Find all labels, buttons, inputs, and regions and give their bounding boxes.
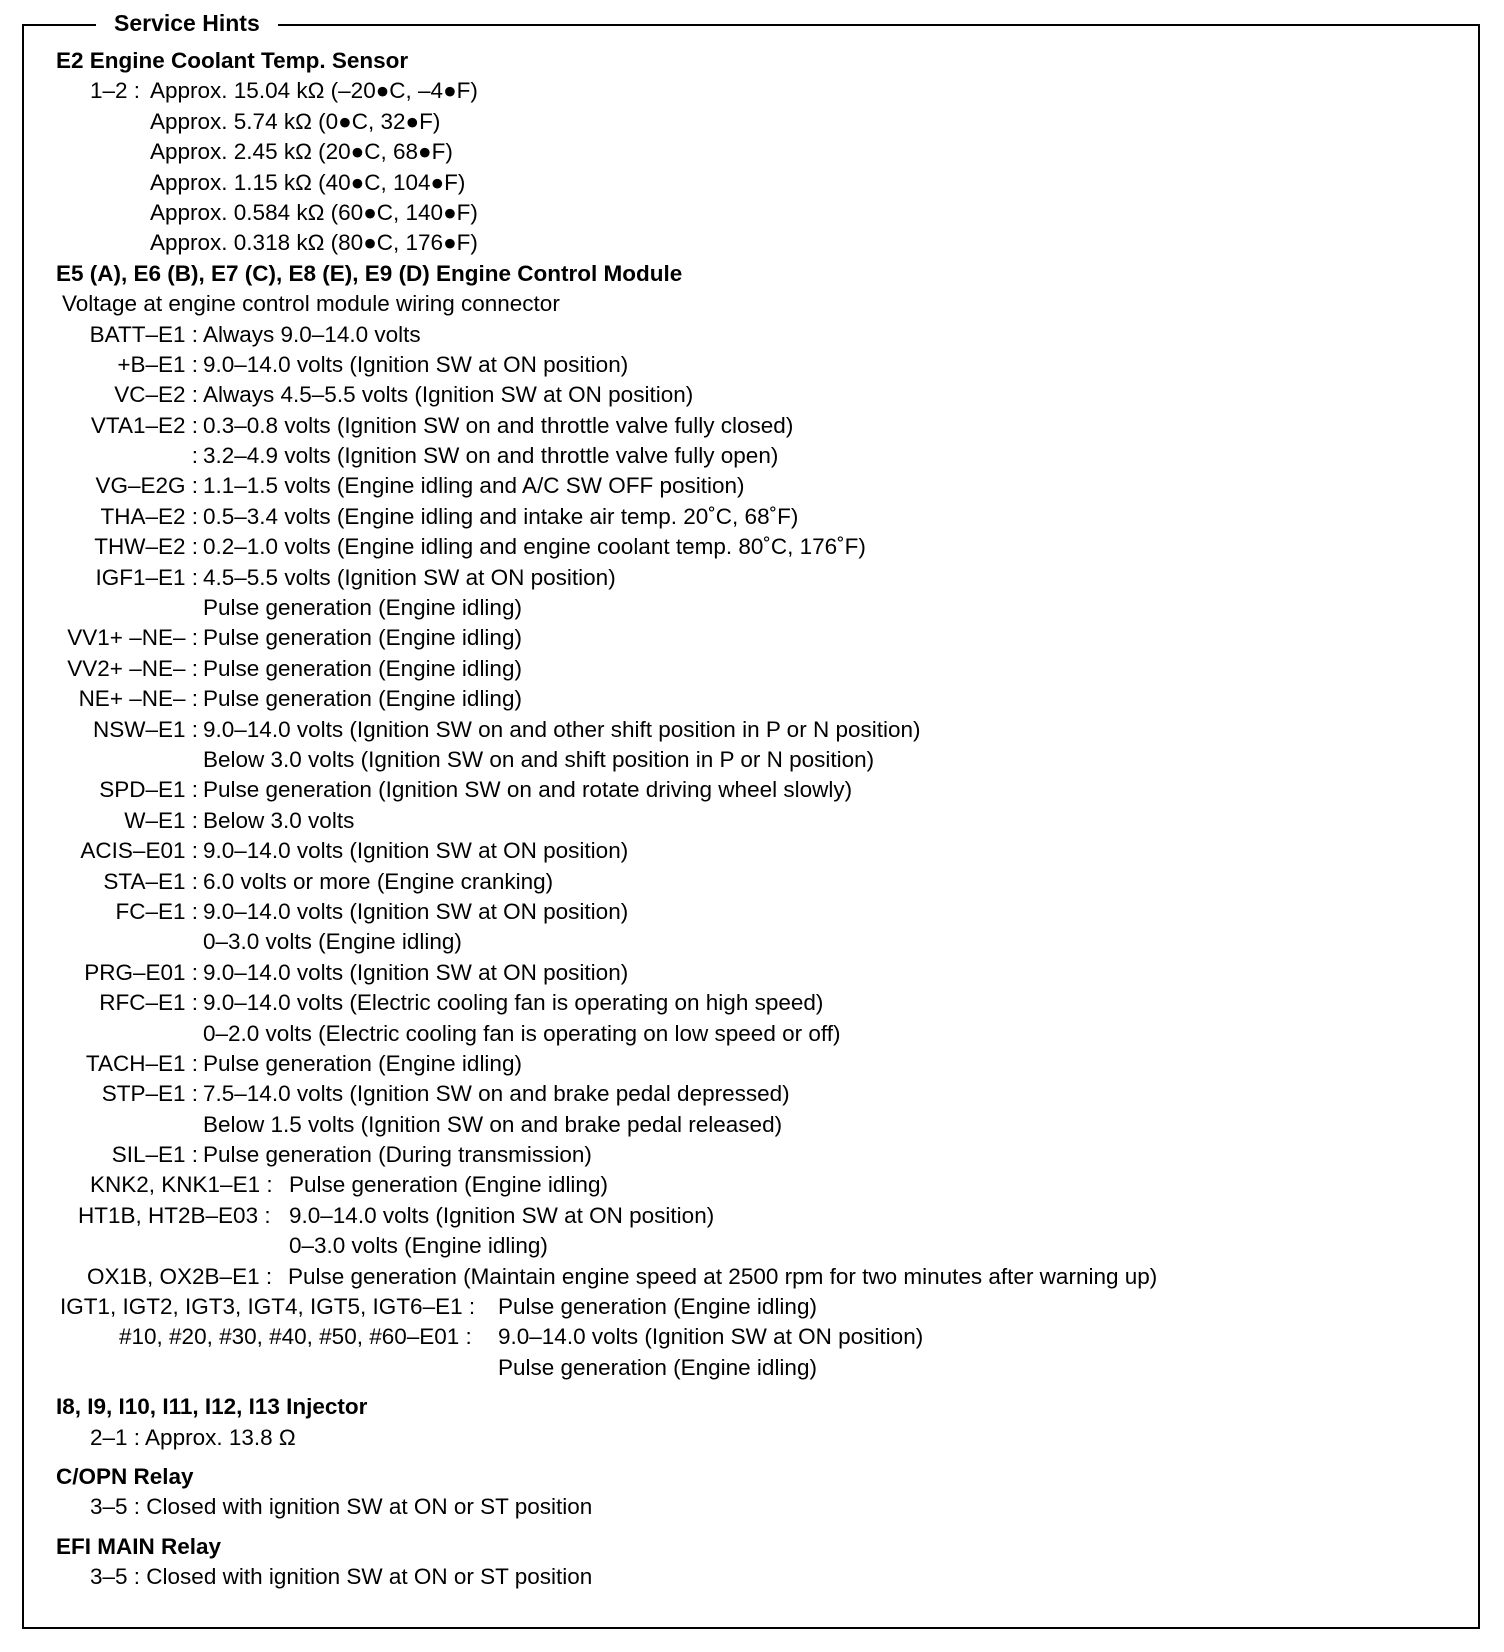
terminal-label: IGT1, IGT2, IGT3, IGT4, IGT5, IGT6–E1 : — [60, 1294, 476, 1320]
efi-main-relay-spec: 3–5 : Closed with ignition SW at ON or ST position — [90, 1564, 593, 1590]
ecm-row — [56, 563, 1476, 593]
terminal-value: 0.2–1.0 volts (Engine idling and engine coolant temp. 80˚C, 176˚F) — [203, 534, 866, 560]
terminal-value: Pulse generation (Engine idling) — [289, 1172, 608, 1198]
ecm-row — [56, 1201, 1476, 1231]
e2-value: Approx. 5.74 kΩ (0●C, 32●F) — [150, 108, 441, 134]
ecm-intro: Voltage at engine control module wiring connector — [62, 291, 560, 317]
ecm-row — [56, 684, 1476, 714]
terminal-label: PRG–E01 : — [84, 959, 198, 985]
terminal-label: STA–E1 : — [103, 868, 198, 894]
terminal-value: Pulse generation (Engine idling) — [203, 1050, 522, 1076]
terminal-value: 0–2.0 volts (Electric cooling fan is operating on low speed or off) — [203, 1020, 841, 1046]
terminal-label: W–E1 : — [124, 807, 198, 833]
ecm-row — [56, 1231, 1476, 1261]
ecm-rows — [56, 320, 1476, 1384]
ecm-row — [56, 1262, 1476, 1292]
terminal-label: NSW–E1 : — [92, 716, 198, 742]
terminal-label: #10, #20, #30, #40, #50, #60–E01 : — [119, 1324, 472, 1350]
terminal-value: 9.0–14.0 volts (Ignition SW at ON position) — [203, 838, 629, 864]
ecm-row — [56, 1019, 1476, 1049]
terminal-label: TACH–E1 : — [85, 1050, 198, 1076]
e2-value: Approx. 2.45 kΩ (20●C, 68●F) — [150, 139, 453, 165]
ecm-row — [56, 502, 1476, 532]
e2-row — [56, 168, 1476, 198]
e2-value: Approx. 1.15 kΩ (40●C, 104●F) — [150, 169, 466, 195]
terminal-label: THW–E2 : — [94, 534, 198, 560]
terminal-label: BATT–E1 : — [89, 321, 198, 347]
e2-value: Approx. 0.584 kΩ (60●C, 140●F) — [150, 199, 478, 225]
e2-row — [56, 76, 1476, 106]
terminal-label: SIL–E1 : — [111, 1142, 198, 1168]
ecm-row — [56, 775, 1476, 805]
terminal-label: VC–E2 : — [114, 382, 198, 408]
ecm-row — [56, 1079, 1476, 1109]
ecm-row — [56, 927, 1476, 957]
terminal-value: Always 9.0–14.0 volts — [203, 321, 421, 347]
terminal-value: Pulse generation (Engine idling) — [498, 1354, 817, 1380]
terminal-value: Pulse generation (Engine idling) — [203, 625, 522, 651]
e2-prefix: 1–2 : — [90, 78, 141, 104]
terminal-value: 0.5–3.4 volts (Engine idling and intake air temp. 20˚C, 68˚F) — [203, 503, 799, 529]
ecm-row — [56, 1140, 1476, 1170]
ecm-row — [56, 623, 1476, 653]
terminal-value: Pulse generation (Engine idling) — [498, 1294, 817, 1320]
e2-value: Approx. 15.04 kΩ (–20●C, –4●F) — [150, 78, 478, 104]
ecm-row — [56, 1049, 1476, 1079]
ecm-row — [56, 532, 1476, 562]
copn-relay-heading: C/OPN Relay — [56, 1463, 194, 1489]
ecm-row — [56, 897, 1476, 927]
terminal-value: 7.5–14.0 volts (Ignition SW on and brake pedal depressed) — [203, 1081, 790, 1107]
ecm-row — [56, 654, 1476, 684]
terminal-label: FC–E1 : — [115, 898, 198, 924]
terminal-value: 0–3.0 volts (Engine idling) — [289, 1233, 548, 1259]
ecm-row — [56, 1292, 1476, 1322]
terminal-value: Below 1.5 volts (Ignition SW on and brake pedal released) — [203, 1111, 783, 1137]
terminal-value: 4.5–5.5 volts (Ignition SW at ON position) — [203, 564, 616, 590]
efi-main-relay-heading: EFI MAIN Relay — [56, 1533, 222, 1559]
ecm-row — [56, 806, 1476, 836]
terminal-value: Pulse generation (Ignition SW on and rotate driving wheel slowly) — [203, 777, 853, 803]
terminal-label: ACIS–E01 : — [80, 838, 198, 864]
terminal-value: 0.3–0.8 volts (Ignition SW on and throttle valve fully closed) — [203, 412, 794, 438]
terminal-value: 9.0–14.0 volts (Ignition SW at ON position) — [289, 1202, 715, 1228]
terminal-label: THA–E2 : — [100, 503, 198, 529]
terminal-label: VTA1–E2 : — [90, 412, 198, 438]
terminal-label: OX1B, OX2B–E1 : — [87, 1263, 273, 1289]
terminal-value: 9.0–14.0 volts (Ignition SW at ON position) — [203, 351, 629, 377]
ecm-heading: E5 (A), E6 (B), E7 (C), E8 (E), E9 (D) Engine Control Module — [56, 260, 683, 286]
injector-heading: I8, I9, I10, I11, I12, I13 Injector — [56, 1394, 368, 1420]
terminal-value: Pulse generation (During transmission) — [203, 1142, 592, 1168]
terminal-label: KNK2, KNK1–E1 : — [90, 1172, 273, 1198]
terminal-label: NE+ –NE– : — [78, 686, 198, 712]
terminal-value: 3.2–4.9 volts (Ignition SW on and throttle valve fully open) — [203, 443, 779, 469]
terminal-label: : — [191, 443, 198, 469]
terminal-value: 9.0–14.0 volts (Ignition SW at ON position) — [203, 959, 629, 985]
ecm-row — [56, 441, 1476, 471]
ecm-row — [56, 593, 1476, 623]
terminal-value: Pulse generation (Engine idling) — [203, 686, 522, 712]
terminal-value: 9.0–14.0 volts (Electric cooling fan is operating on high speed) — [203, 990, 824, 1016]
terminal-value: Pulse generation (Engine idling) — [203, 655, 522, 681]
terminal-label: VG–E2G : — [95, 473, 198, 499]
e2-row — [56, 228, 1476, 258]
terminal-label: VV1+ –NE– : — [67, 625, 198, 651]
e2-row — [56, 107, 1476, 137]
e2-row — [56, 198, 1476, 228]
ecm-row — [56, 988, 1476, 1018]
ecm-row — [56, 836, 1476, 866]
terminal-value: Pulse generation (Maintain engine speed at 2500 rpm for two minutes after warning up) — [288, 1263, 1158, 1289]
terminal-value: Always 4.5–5.5 volts (Ignition SW at ON position) — [203, 382, 694, 408]
terminal-value: 9.0–14.0 volts (Ignition SW at ON position) — [498, 1324, 924, 1350]
ecm-row — [56, 1322, 1476, 1352]
terminal-label: SPD–E1 : — [99, 777, 198, 803]
ecm-row — [56, 380, 1476, 410]
injector-spec: 2–1 : Approx. 13.8 Ω — [90, 1424, 296, 1450]
frame-title: Service Hints — [96, 6, 278, 40]
ecm-row — [56, 1110, 1476, 1140]
ecm-row — [56, 1170, 1476, 1200]
terminal-label: +B–E1 : — [117, 351, 198, 377]
service-hints-content — [56, 46, 1476, 1593]
terminal-value: 9.0–14.0 volts (Ignition SW at ON position) — [203, 898, 629, 924]
ecm-row — [56, 715, 1476, 745]
e2-value: Approx. 0.318 kΩ (80●C, 176●F) — [150, 230, 478, 256]
terminal-label: HT1B, HT2B–E03 : — [78, 1202, 271, 1228]
terminal-label: IGF1–E1 : — [95, 564, 198, 590]
terminal-value: 6.0 volts or more (Engine cranking) — [203, 868, 554, 894]
terminal-value: 0–3.0 volts (Engine idling) — [203, 929, 462, 955]
terminal-value: 9.0–14.0 volts (Ignition SW on and other shift position in P or N position) — [203, 716, 921, 742]
ecm-row — [56, 1353, 1476, 1383]
ecm-row — [56, 867, 1476, 897]
e2-heading: E2 Engine Coolant Temp. Sensor — [56, 48, 409, 73]
terminal-value: 1.1–1.5 volts (Engine idling and A/C SW OFF position) — [203, 473, 745, 499]
copn-relay-spec: 3–5 : Closed with ignition SW at ON or ST position — [90, 1494, 593, 1520]
terminal-label: RFC–E1 : — [99, 990, 198, 1016]
terminal-label: VV2+ –NE– : — [67, 655, 198, 681]
ecm-row — [56, 745, 1476, 775]
ecm-row — [56, 471, 1476, 501]
terminal-value: Below 3.0 volts (Ignition SW on and shift position in P or N position) — [203, 746, 875, 772]
ecm-row — [56, 411, 1476, 441]
ecm-row — [56, 958, 1476, 988]
terminal-value: Pulse generation (Engine idling) — [203, 595, 522, 621]
e2-row — [56, 137, 1476, 167]
terminal-value: Below 3.0 volts — [203, 807, 355, 833]
terminal-label: STP–E1 : — [101, 1081, 198, 1107]
ecm-row — [56, 320, 1476, 350]
ecm-row — [56, 350, 1476, 380]
